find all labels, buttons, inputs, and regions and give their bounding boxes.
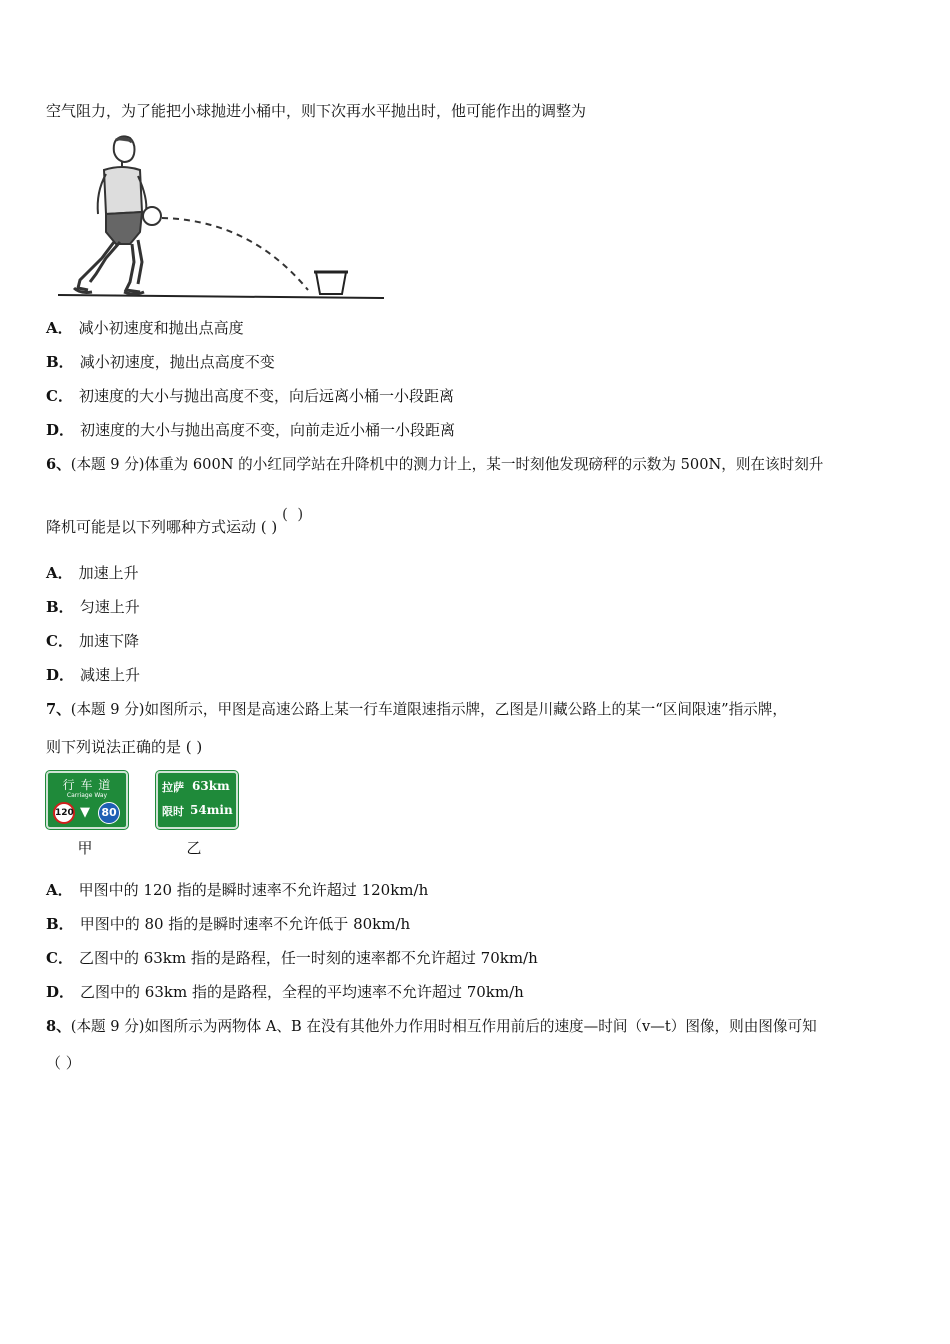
sign-yi: [156, 771, 238, 829]
min-speed-limit-icon: [98, 802, 120, 824]
down-arrow-icon: ▼: [80, 805, 90, 820]
q7-stem-text: (本题 9 分)如图所示，甲图是高速公路上某一行车道限速指示牌，乙图是川藏公路上的某一“区间限速”指示牌，: [70, 701, 787, 718]
q7-option-c[interactable]: [46, 948, 538, 968]
q6-option-b[interactable]: [46, 597, 140, 617]
option-label: A．: [46, 881, 73, 899]
option-text: 减小初速度，抛出点高度不变: [79, 353, 275, 371]
option-text: 甲图中的 80 指的是瞬时速率不允许低于 80km/h: [79, 915, 411, 933]
max-speed-value: 120: [55, 808, 74, 818]
option-label: B．: [46, 598, 74, 616]
option-label: C．: [46, 949, 73, 967]
option-label: B．: [46, 915, 74, 933]
sign-yi-time: 54min: [190, 803, 233, 817]
option-text: 减速上升: [80, 666, 141, 684]
option-label: D．: [46, 421, 75, 439]
min-speed-value: 80: [101, 806, 117, 819]
q5-option-a[interactable]: [46, 318, 244, 338]
throwing-figure-svg: [50, 132, 390, 304]
option-text: 匀速上升: [79, 598, 140, 616]
option-text: 乙图中的 63km 指的是路程，任一时刻的速率都不允许超过 70km/h: [78, 949, 538, 967]
q7-option-b[interactable]: [46, 914, 410, 934]
option-text: 初速度的大小与抛出高度不变，向后远离小桶一小段距离: [78, 387, 454, 405]
option-label: C．: [46, 632, 73, 650]
option-text: 加速上升: [78, 564, 139, 582]
option-label: D．: [46, 983, 75, 1001]
q6-option-a[interactable]: [46, 563, 139, 583]
q5-option-c[interactable]: [46, 386, 454, 406]
q5-stem-continuation: 空气阻力，为了能把小球抛进小桶中，则下次再水平抛出时，他可能作出的调整为: [46, 102, 587, 120]
option-text: 乙图中的 63km 指的是路程，全程的平均速率不允许超过 70km/h: [80, 983, 524, 1001]
q7-stem-line1: [46, 700, 787, 720]
q6-stem-text: (本题 9 分)体重为 600N 的小红同学站在升降机中的测力计上，某一时刻他发现磅秤的示数为 500N，则在该时刻升: [70, 456, 824, 473]
q5-option-d[interactable]: [46, 420, 455, 440]
option-label: A．: [46, 319, 73, 337]
sign-jia-title: 行 车 道: [62, 778, 112, 792]
option-text: 甲图中的 120 指的是瞬时速率不允许超过 120km/h: [78, 881, 429, 899]
q6-option-d[interactable]: [46, 665, 140, 685]
sign-jia-caption: 甲: [77, 839, 93, 857]
q7-stem-line2: 则下列说法正确的是 ( ): [46, 738, 203, 756]
option-label: C．: [46, 387, 73, 405]
q6-option-c[interactable]: [46, 631, 139, 651]
q5-option-b[interactable]: [46, 352, 275, 372]
question-number: 7、: [46, 701, 71, 718]
question-number: 8、: [46, 1018, 71, 1035]
q8-stem-line1: [46, 1017, 817, 1037]
sign-yi-time-label: 限时: [162, 805, 184, 818]
option-label: A．: [46, 564, 73, 582]
question-number: 6、: [46, 456, 71, 473]
sign-yi-distance: 63km: [192, 779, 230, 793]
option-text: 初速度的大小与抛出高度不变，向前走近小桶一小段距离: [80, 421, 456, 439]
sign-yi-caption: 乙: [186, 839, 202, 857]
option-text: 减小初速度和抛出点高度: [78, 319, 244, 337]
q8-stem-line2: （ ）: [46, 1054, 81, 1072]
max-speed-limit-icon: [53, 802, 75, 824]
person-throwing-ball-into-bucket-icon: [50, 132, 390, 304]
q6-stem-line2: 降机可能是以下列哪种方式运动 ( ): [46, 518, 278, 536]
sign-yi-place: 拉萨: [162, 781, 184, 794]
q6-stem-line1: [46, 455, 823, 475]
option-label: D．: [46, 666, 75, 684]
q7-option-a[interactable]: [46, 880, 428, 900]
option-label: B．: [46, 353, 74, 371]
sign-jia: [46, 771, 128, 829]
paren-decoration-icon: ( ): [282, 505, 304, 523]
q7-option-d[interactable]: [46, 982, 524, 1002]
sign-jia-subtitle: Carriage Way: [66, 792, 108, 799]
q8-stem-text: (本题 9 分)如图所示为两物体 A、B 在没有其他外力作用时相互作用前后的速度—时间（v—t）图像，则由图像可知: [70, 1018, 817, 1035]
option-text: 加速下降: [78, 632, 139, 650]
